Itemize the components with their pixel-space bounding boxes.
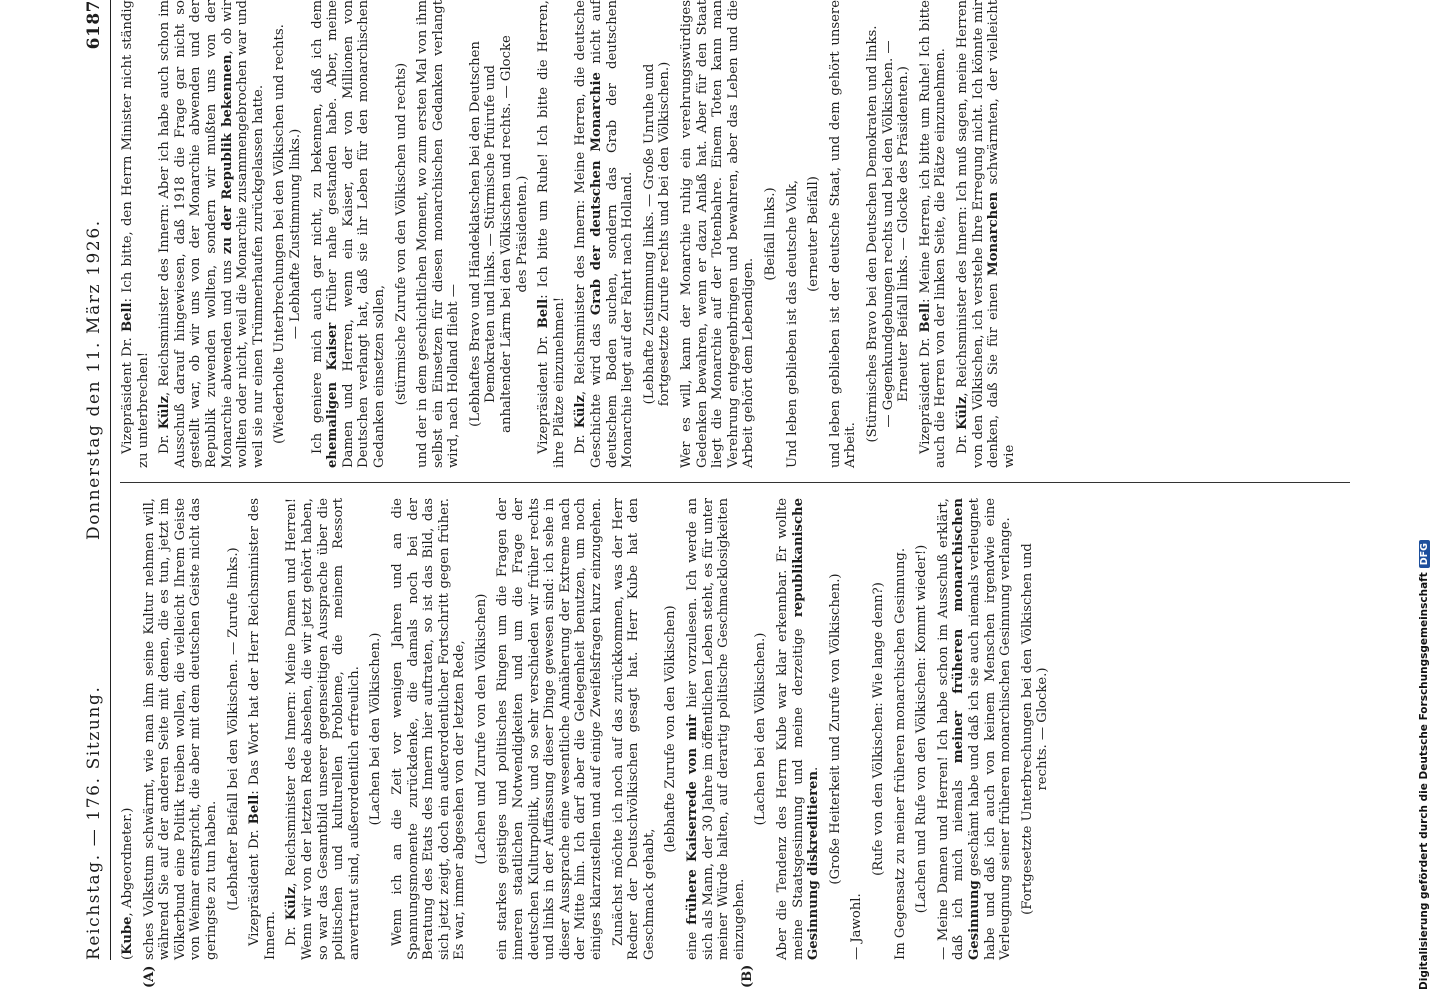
page-number: 6187 [84,0,104,50]
stage-direction: (Große Heiterkeit und Zurufe von Völkischen.) [827,573,843,885]
stage-direction: (Lebhaftes Bravo und Händeklatschen bei den Deutschen Demokraten und links. — Stürmische Pfuirufe und anhaltender Lärm bei den Völkischen und rechts. — Glocke des Präsidenten.) [467,35,530,433]
header-date: Donnerstag den 11. März 1926. [84,219,104,540]
stage-direction: (lebhafte Zurufe von den Völkischen) [663,605,679,853]
text-paragraph: Dr. Külz, Reichsminister des Innern: Aber ich habe auch schon im Ausschuß darauf hingewiesen, daß 1918 die Frage gar nicht so gestellt war, ob wir uns von der Monarchie abwenden und der Republik zuwenden wollten, sondern wir mußten uns von der Monarchie abwenden und uns zu der Republik bekennen, ob wir wollten oder nicht, weil die Monarchie zusammengebrochen war und weil sie nur einen Trümmerhaufen zurückgelassen hatte. [157,0,266,468]
text-paragraph: eine frühere Kaiserrede von mir hier vorzulesen. Ich werde an sich als Mann, der 30 Jahre im öffentlichen Leben steht, es für unter meiner Würde halten, auf derartig politische Geschmacklosigkeiten einzugehen. [685,498,747,960]
left-column [120,498,1360,960]
digitization-credit [1418,540,1430,990]
text-paragraph: (Kube, Abgeordneter.) [120,807,135,960]
column-divider [120,482,1350,483]
rotated-page [80,0,1380,988]
text-paragraph: — Meine Damen und Herren! Ich habe schon im Ausschuß erklärt, daß ich mich niemals meiner früheren monarchischen Gesinnung geschämt habe und daß ich sie auch niemals verleugnet habe und daß ich auch von keinem Menschen irgendwie eine Verleugnung seiner früheren monarchischen Gesinnung verlange. [935,498,1014,960]
margin-mark-b: (B) [740,964,755,988]
text-paragraph: Vizepräsident Dr. Bell: Das Wort hat der Herr Reichsminister des Innern. [247,497,278,960]
text-paragraph: und leben geblieben ist der deutsche Staat, und dem gehört unsere Arbeit. [827,0,859,468]
text-paragraph: Vizepräsident Dr. Bell: Ich bitte um Ruhe! Ich bitte die Herren, ihre Plätze einzunehmen! [536,0,567,468]
stage-direction: (Lachen bei den Völkischen.) [368,632,384,826]
text-paragraph: Vizepräsident Dr. Bell: Ich bitte, den Herrn Minister nicht ständig zu unterbrechen! [120,0,151,468]
text-paragraph: Und leben geblieben ist das deutsche Volk, [784,179,800,468]
page-header [80,0,111,960]
stage-direction: (erneuter Beifall) [806,176,822,292]
text-paragraph: Im Gegensatz zu meiner früheren monarchischen Gesinnung. [892,547,908,960]
text-paragraph: Ich geniere mich auch gar nicht, zu bekennen, daß ich dem ehemaligen Kaiser früher nahe gestanden habe. Aber, meine Damen und Herren, wenn ein Kaiser, der von Millionen von Deutschen verlangt hat, daß sie ihr Leben für den monarchischen Gedanken einsetzen sollen, [309,0,387,468]
header-session: Reichstag. — 176. Sitzung. [84,685,104,960]
credit-text: Digitalisierung gefördert durch die Deutsche Forschungsgemeinschaft [1418,572,1430,990]
stage-direction: (Lachen und Rufe von den Völkischen: Kommt wieder!) [914,544,930,914]
dfg-logo: DFG [1419,540,1430,568]
right-column [120,0,1360,468]
text-paragraph: Wenn ich an die Zeit vor wenigen Jahren und an die Spannungsmomente zurückdenke, die damals noch bei der Beratung des Etats des Innern hier auftraten, so ist das Bild, das sich jetzt zeigt, doch ein außerordentlicher Fortschritt gegen früher. Es war, immer abgesehen von der letzten Rede, [389,498,468,960]
margin-mark-a: (A) [142,965,157,988]
text-paragraph: Dr. Külz, Reichsminister des Innern: Meine Herren, die deutsche Geschichte wird das Grab der deutschen Monarchie nicht auf deutschem Boden suchen, sondern das Grab der deutschen Monarchie liegt auf der Fahrt nach Holland. [573,0,636,468]
text-paragraph: und der in dem geschichtlichen Moment, wo zum ersten Mal von ihm selbst ein Einsetzen für diesen monarchischen Gedanken verlangt wird, nach Holland flieht — [415,0,462,468]
stage-direction: (Stürmisches Bravo bei den Deutschen Demokraten und links. — Gegenkundgebungen rechts und bei den Völkischen. — Erneuter Beifall links. — Glocke des Präsidenten.) [864,25,912,443]
stage-direction: (Lebhafte Zustimmung links. — Große Unruhe und fortgesetzte Zurufe rechts und bei den Völkischen.) [641,61,673,407]
text-paragraph: Dr. Külz, Reichsminister des Innern: Ich muß sagen, meine Herren von den Völkischen, ich verstehe Ihre Erregung nicht. Ich könnte mir denken, daß Sie für einen Monarchen schwärmten, der vielleicht wie [954,0,1017,468]
text-paragraph: sches Volkstum schwärmt, wie man ihm seine Kultur nehmen will, während Sie auf der anderen Seite mit denen, die es tun, jetzt im Völkerbund eine Politik treiben wollen, die vielleicht Ihrem Geiste von Weimar entspricht, die aber mit dem deutschen Geiste nicht das geringste zu tun haben. [141,498,219,960]
stage-direction: (Rufe von den Völkischen: Wie lange denn?) [870,582,886,876]
stage-direction: (Wiederholte Unterbrechungen bei den Völkischen und rechts. — Lebhafte Zustimmung links.) [272,24,303,444]
text-paragraph: ein starkes geistiges und politisches Ringen um die Fragen der inneren staatlichen Notwendigkeiten und um die Frage der deutschen Kulturpolitik, und so sehr verschieden wir früher rechts und links in der Auffassung dieser Dinge gewesen sind: ich sehe in dieser Aussprache eine wesentliche Annäherung der Extreme nach der Mitte hin. Ich darf aber die Gelegenheit benutzen, um noch einiges klarzustellen und auf einige Zweifelsfragen kurz einzugehen. [495,497,605,960]
stage-direction: (Beifall links.) [762,187,778,281]
stage-direction: (Lachen und Zurufe von den Völkischen) [473,593,489,865]
text-paragraph: Zunächst möchte ich noch auf das zurückkommen, was der Herr Redner der Deutschvölkischen gesagt hat. Herr Kube hat den Geschmack gehabt, [610,498,657,960]
text-paragraph: Wer es will, kann der Monarchie ruhig ein verehrungswürdiges Gedenken bewahren, wenn er dazu Anlaß hat. Aber für den Staat liegt die Monarchie auf der Totenbahre. Einem Toten kann man Verehrung entgegenbringen und bewahren, aber das Leben und die Arbeit gehört dem Lebendigen. [679,0,757,468]
text-paragraph: — Jawohl. [849,893,865,960]
stage-direction: (Lebhafter Beifall bei den Völkischen. — Zurufe links.) [225,547,241,911]
stage-direction: (stürmische Zurufe von den Völkischen und rechts) [393,62,409,406]
stage-direction: (Fortgesetzte Unterbrechungen bei den Völkischen und rechts. — Glocke.) [1019,543,1051,915]
text-paragraph: Vizepräsident Dr. Bell: Meine Herren, ich bitte um Ruhe! Ich bitte auch die Herren von der linken Seite, die Plätze einzunehmen. [917,0,949,468]
stage-direction: (Lachen bei den Völkischen.) [753,632,769,826]
text-paragraph: Aber die Tendenz des Herrn Kube war klar erkennbar. Er wollte meine Staatsgesinnung und meine derzeitige republikanische Gesinnung diskreditieren. [774,498,822,960]
text-paragraph: Dr. Külz, Reichsminister des Innern: Meine Damen und Herren! Wenn wir von der letzten Rede absehen, die wir jetzt gehört haben, so war das Gesamtbild unserer gegenseitigen Aussprache über die politischen und kulturellen Probleme, die meinem Ressort anvertraut sind, außerordentlich erfreulich. [284,497,362,960]
